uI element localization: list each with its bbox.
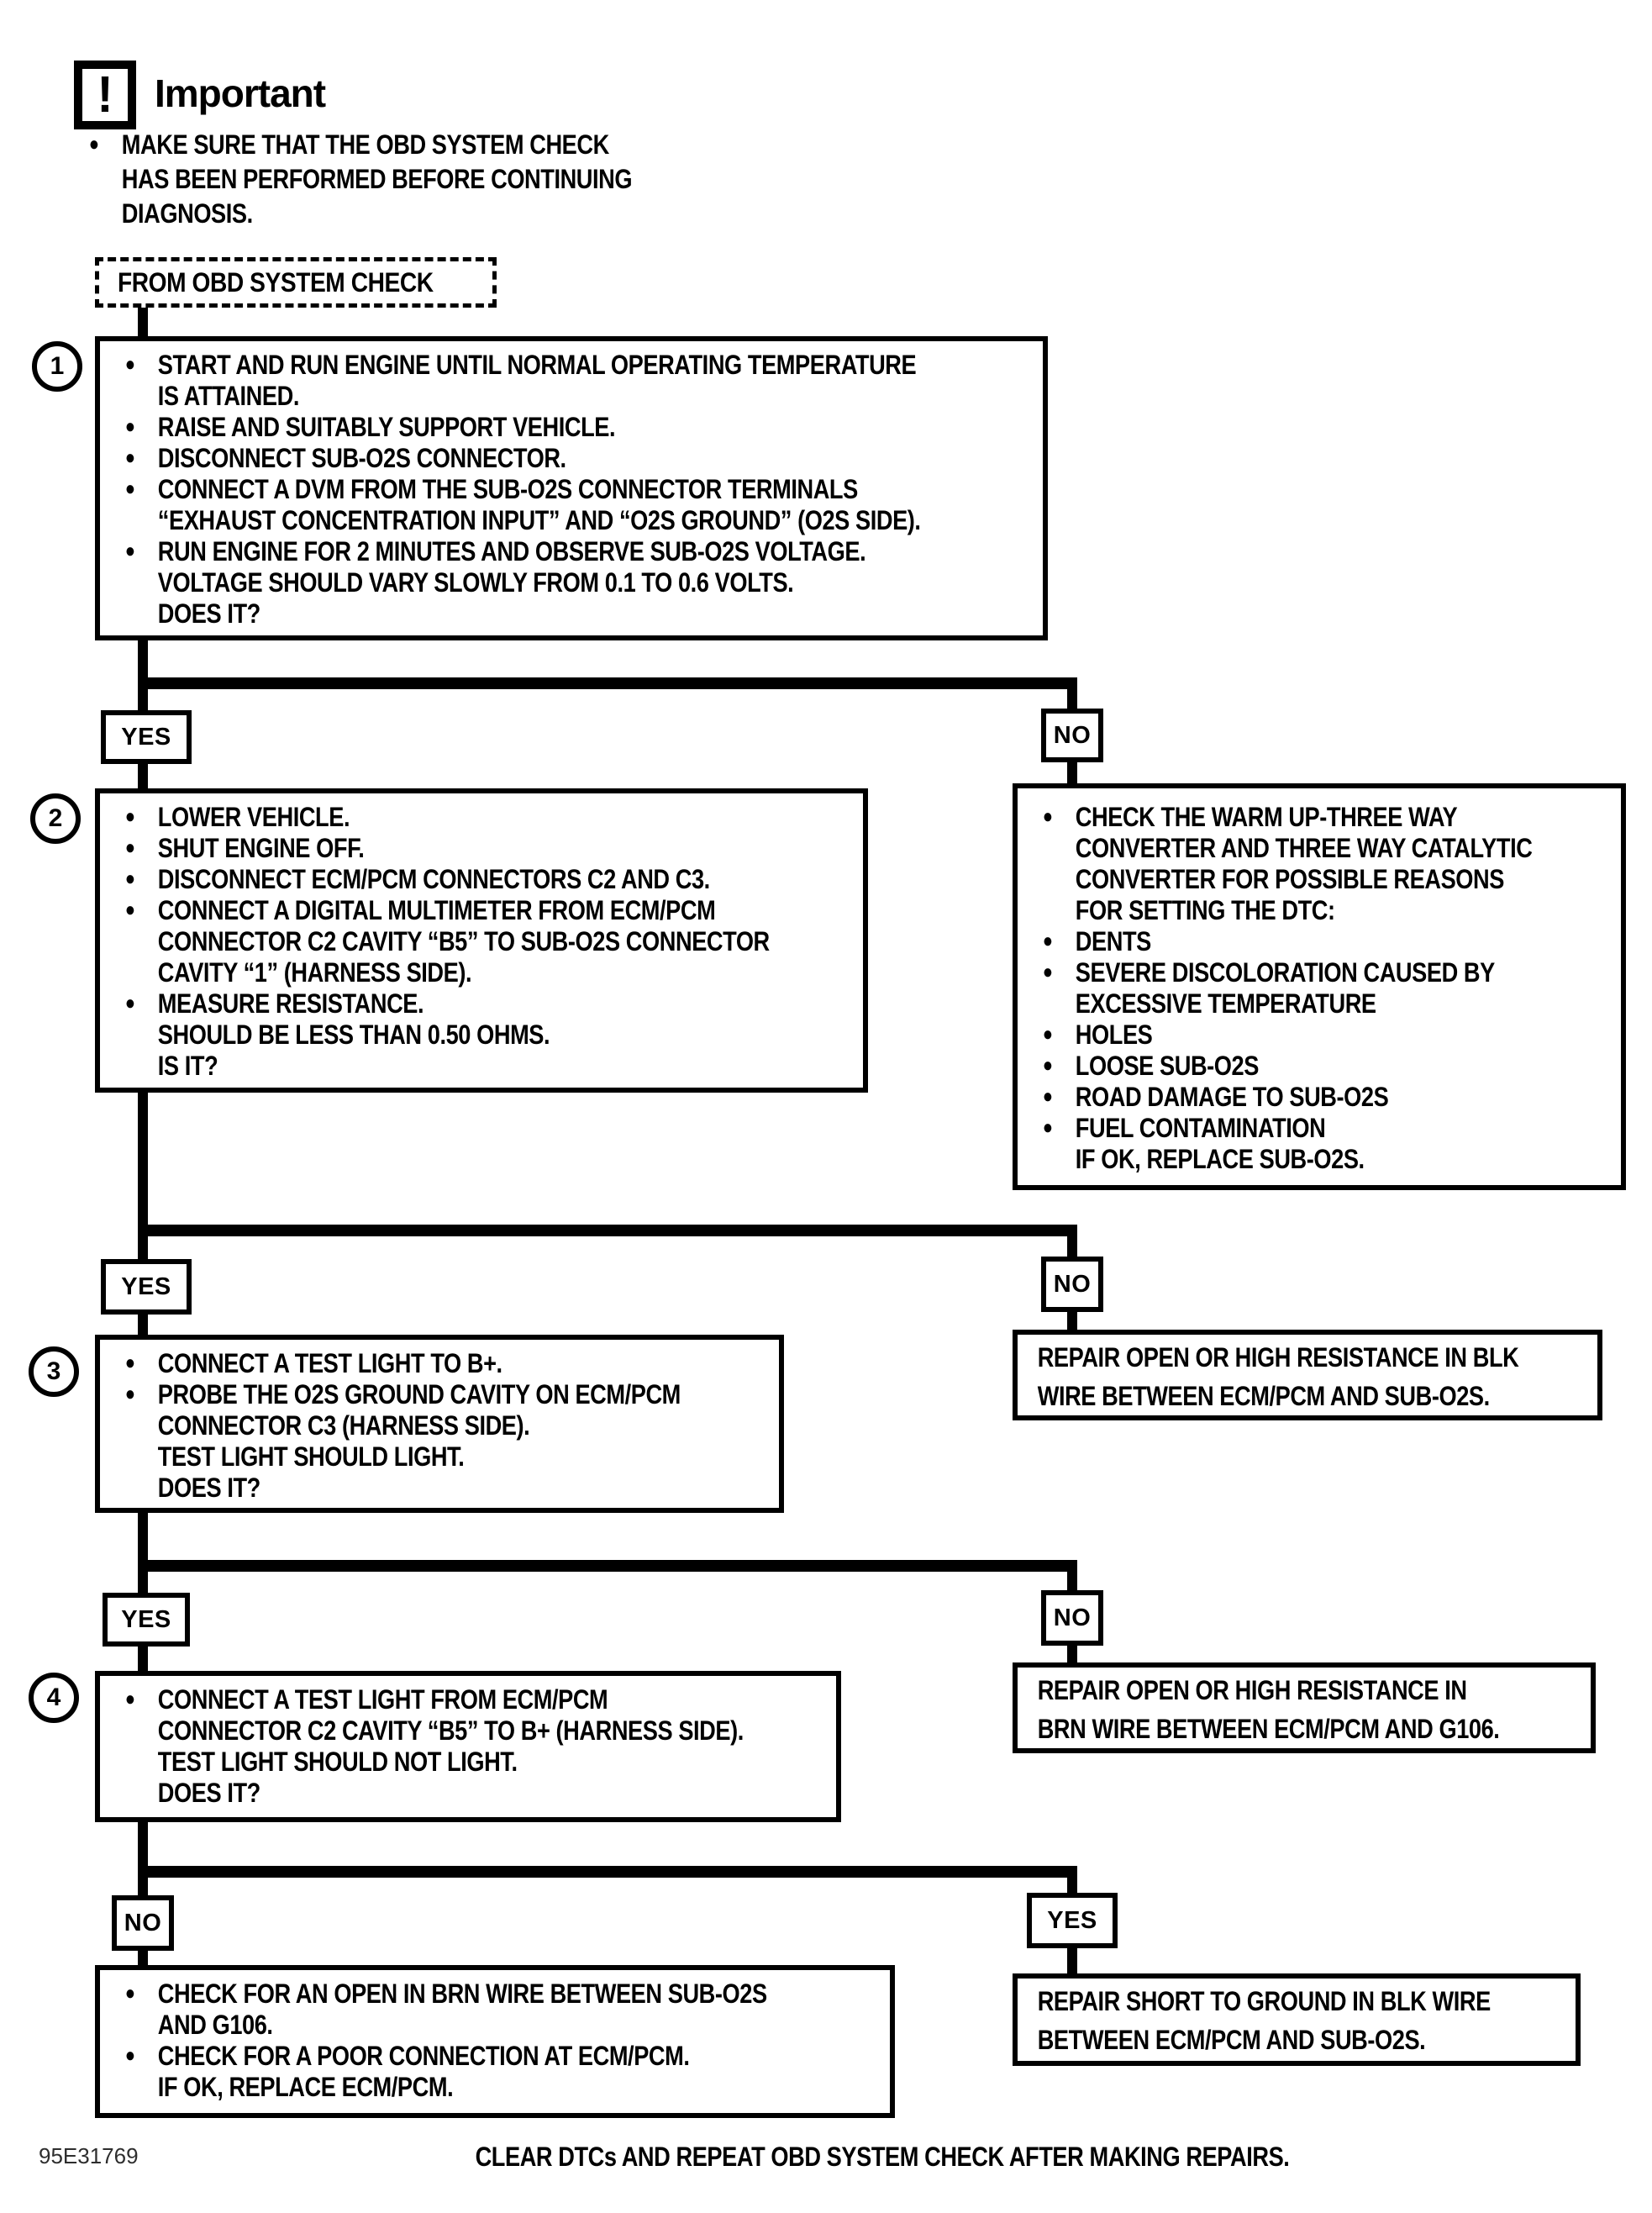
decision-yes-1: [101, 710, 192, 764]
result-repair-brn-open-box: [1013, 1662, 1596, 1753]
decision-label: NO: [1053, 721, 1092, 749]
step-1-box: [95, 336, 1048, 640]
text-line-label: CAVITY “1” (HARNESS SIDE).: [157, 957, 472, 988]
bullet-icon: ●: [124, 805, 135, 828]
text-line-label: CONNECT A TEST LIGHT TO B+.: [157, 1348, 502, 1378]
connector-line: [1067, 1572, 1077, 1590]
text-line-label: RAISE AND SUITABLY SUPPORT VEHICLE.: [157, 412, 616, 442]
connector-bar: [138, 1225, 1077, 1236]
text-line: [124, 2010, 769, 2041]
bullet-icon: ●: [124, 1688, 135, 1710]
text-line-label: DOES IT?: [157, 1473, 260, 1503]
text-line-label: WIRE BETWEEN ECM/PCM AND SUB-O2S.: [1037, 1381, 1490, 1411]
text-line: [1036, 1338, 1519, 1377]
text-line: [1036, 1377, 1507, 1415]
text-line-label: ROAD DAMAGE TO SUB-O2S: [1075, 1082, 1389, 1112]
text-line-label: CONNECT A TEST LIGHT FROM ECM/PCM: [157, 1684, 608, 1715]
bullet-icon: ●: [124, 415, 135, 438]
result-repair-blk-short-box: [1013, 1973, 1581, 2066]
text-line: [124, 802, 746, 833]
text-line: [124, 957, 746, 988]
text-line-label: VOLTAGE SHOULD VARY SLOWLY FROM 0.1 TO 0.6 VOLTS.: [157, 567, 794, 598]
entry-box-from-obd-system-check: [95, 257, 497, 308]
bullet-icon: ●: [124, 540, 135, 562]
text-line-label: BETWEEN ECM/PCM AND SUB-O2S.: [1037, 2025, 1426, 2055]
text-line-label: HOLES: [1075, 1020, 1153, 1050]
bullet-icon: ●: [1042, 1054, 1053, 1077]
text-line-label: CHECK FOR A POOR CONNECTION AT ECM/PCM.: [157, 2041, 690, 2071]
text-line-label: LOWER VEHICLE.: [157, 802, 350, 832]
decision-label: YES: [1047, 1906, 1097, 1934]
connector-line: [138, 689, 148, 710]
text-line: [124, 926, 770, 957]
connector-line: [1067, 689, 1077, 709]
bullet-icon: ●: [1042, 1085, 1053, 1108]
connector-line: [138, 640, 148, 677]
text-line: [124, 1441, 675, 1473]
bullet-icon: ●: [124, 446, 135, 469]
step-4-box: [95, 1671, 841, 1822]
text-line-label: CONVERTER FOR POSSIBLE REASONS: [1075, 864, 1504, 894]
text-line: [1041, 988, 1528, 1020]
text-line: [1041, 833, 1533, 864]
bullet-icon: ●: [124, 867, 135, 890]
bullet-icon: ●: [124, 2044, 135, 2067]
decision-label: YES: [121, 723, 171, 751]
text-line-label: TEST LIGHT SHOULD NOT LIGHT.: [157, 1747, 518, 1777]
connector-line: [138, 1822, 148, 1895]
decision-label: NO: [1053, 1270, 1092, 1298]
text-line: [1041, 1020, 1528, 1051]
connector-bar: [138, 1866, 1077, 1878]
text-line-label: CONNECT A DIGITAL MULTIMETER FROM ECM/PCM: [157, 895, 716, 925]
step-3-number: 3: [29, 1346, 79, 1397]
decision-yes-3: [103, 1593, 190, 1647]
decision-yes-2: [101, 1259, 192, 1315]
text-line: [124, 1473, 675, 1504]
decision-label: NO: [1053, 1604, 1092, 1631]
text-line-label: FUEL CONTAMINATION: [1075, 1113, 1326, 1143]
text-line: [1036, 1710, 1502, 1748]
bullet-icon: ●: [1042, 961, 1053, 983]
text-line: [1041, 926, 1528, 957]
text-line: [87, 162, 632, 197]
text-line-label: DISCONNECT SUB-O2S CONNECTOR.: [157, 443, 566, 473]
text-line: [124, 988, 746, 1020]
text-line: [124, 1979, 769, 2010]
decision-no-4: [112, 1895, 174, 1951]
text-line-label: START AND RUN ENGINE UNTIL NORMAL OPERATING TEMPERATURE: [157, 350, 917, 380]
text-line-label: CONNECTOR C3 (HARNESS SIDE).: [157, 1410, 530, 1441]
decision-no-1: [1041, 709, 1103, 762]
bullet-icon: ●: [124, 836, 135, 859]
text-line-label: FOR SETTING THE DTC:: [1075, 895, 1335, 925]
text-line-label: CHECK FOR AN OPEN IN BRN WIRE BETWEEN SUB-O2S: [157, 1979, 767, 2009]
text-line: [124, 1410, 675, 1441]
step-1-number: 1: [32, 341, 82, 392]
text-line-label: REPAIR SHORT TO GROUND IN BLK WIRE: [1037, 1986, 1491, 2016]
connector-line: [138, 1513, 148, 1593]
text-line-label: IS ATTAINED.: [157, 381, 299, 411]
step-2-number: 2: [30, 793, 81, 844]
step-2-box: [95, 788, 868, 1093]
decision-no-3: [1041, 1590, 1103, 1646]
text-line: [1036, 1982, 1489, 2021]
text-line-label: CONNECT A DVM FROM THE SUB-O2S CONNECTOR TERMINALS: [157, 474, 858, 504]
connector-bar: [138, 1560, 1077, 1572]
text-line: [124, 1778, 723, 1809]
text-line-label: AND G106.: [157, 2010, 273, 2040]
text-line: [124, 350, 917, 381]
text-line: [124, 1379, 681, 1410]
text-line-label: IF OK, REPLACE ECM/PCM.: [157, 2072, 454, 2102]
text-line-label: IF OK, REPLACE SUB-O2S.: [1075, 1144, 1365, 1174]
text-line: [124, 505, 921, 536]
decision-label: YES: [121, 1272, 171, 1300]
result-repair-blk-open-box: [1013, 1330, 1602, 1420]
text-line: [124, 412, 899, 443]
text-line: [124, 895, 746, 926]
text-line: [124, 567, 899, 598]
text-line: [124, 536, 899, 567]
decision-yes-4: [1027, 1893, 1118, 1948]
text-line: [124, 1747, 723, 1778]
text-line: [124, 1020, 746, 1051]
text-line-label: CONNECTOR C2 CAVITY “B5” TO B+ (HARNESS SIDE).: [157, 1715, 744, 1746]
step-4-number: 4: [29, 1673, 79, 1723]
text-line: [124, 833, 746, 864]
text-line: [124, 1051, 746, 1082]
bullet-icon: ●: [124, 353, 135, 376]
connector-line: [1067, 1646, 1077, 1662]
text-line-label: CHECK THE WARM UP-THREE WAY: [1075, 802, 1458, 832]
text-line: [1036, 2021, 1489, 2059]
text-line-label: RUN ENGINE FOR 2 MINUTES AND OBSERVE SUB-O2S VOLTAGE.: [157, 536, 866, 566]
connector-line: [1067, 762, 1077, 783]
text-line-label: SHUT ENGINE OFF.: [157, 833, 365, 863]
bullet-icon: ●: [124, 1383, 135, 1405]
text-line: [1041, 895, 1528, 926]
step-3-box: [95, 1335, 784, 1513]
text-line-label: REPAIR OPEN OR HIGH RESISTANCE IN BLK: [1037, 1342, 1519, 1373]
connector-line: [138, 1951, 148, 1965]
text-line-label: SEVERE DISCOLORATION CAUSED BY: [1075, 957, 1495, 988]
bullet-icon: ●: [1042, 805, 1053, 828]
text-line-label: REPAIR OPEN OR HIGH RESISTANCE IN: [1037, 1675, 1467, 1705]
document-code: 95E31769: [39, 2143, 139, 2168]
connector-line: [1067, 1878, 1077, 1893]
important-icon: [74, 61, 136, 129]
text-line: [124, 2072, 769, 2103]
bullet-icon: ●: [88, 133, 99, 155]
text-line-label: SHOULD BE LESS THAN 0.50 OHMS.: [157, 1020, 550, 1050]
text-line-label: TEST LIGHT SHOULD LIGHT.: [157, 1441, 465, 1472]
text-line-label: DISCONNECT ECM/PCM CONNECTORS C2 AND C3.: [157, 864, 710, 894]
text-line: [1041, 864, 1528, 895]
footer-caption: CLEAR DTCs AND REPEAT OBD SYSTEM CHECK AFTER MAKING REPAIRS.: [475, 2142, 1290, 2172]
text-line: [124, 381, 899, 412]
text-line: [1041, 1113, 1528, 1144]
text-line: [1041, 1082, 1528, 1113]
exclamation-icon: !: [97, 66, 113, 124]
text-line: [124, 1348, 675, 1379]
bullet-icon: ●: [124, 477, 135, 500]
text-line: [124, 2041, 769, 2072]
connector-line: [1067, 1948, 1077, 1973]
result-converter-check-box: [1013, 783, 1626, 1190]
connector-line: [138, 1315, 148, 1335]
text-line-label: PROBE THE O2S GROUND CAVITY ON ECM/PCM: [157, 1379, 681, 1409]
text-line-label: LOOSE SUB-O2S: [1075, 1051, 1259, 1081]
entry-box-label: FROM OBD SYSTEM CHECK: [118, 266, 434, 298]
text-line: [124, 1715, 744, 1747]
bullet-icon: ●: [124, 1982, 135, 2005]
text-line: [1041, 802, 1528, 833]
bullet-icon: ●: [1042, 1023, 1053, 1046]
bullet-icon: ●: [124, 992, 135, 1014]
text-line: [124, 443, 899, 474]
connector-line: [138, 764, 148, 788]
text-line: [1036, 1671, 1502, 1710]
text-line: [1041, 1144, 1528, 1175]
text-line: [124, 1684, 723, 1715]
result-check-brn-wire-box: [95, 1965, 895, 2118]
important-note: [87, 128, 728, 231]
text-line-label: DOES IT?: [157, 598, 260, 629]
connector-line: [138, 308, 148, 336]
decision-label: YES: [121, 1605, 171, 1633]
text-line-label: DIAGNOSIS.: [121, 198, 253, 229]
text-line-label: MAKE SURE THAT THE OBD SYSTEM CHECK: [121, 129, 609, 160]
text-line-label: CONNECTOR C2 CAVITY “B5” TO SUB-O2S CONNECTOR: [157, 926, 770, 956]
text-line-label: IS IT?: [157, 1051, 218, 1081]
important-title: Important: [155, 71, 326, 115]
text-line-label: MEASURE RESISTANCE.: [157, 988, 424, 1019]
text-line-label: “EXHAUST CONCENTRATION INPUT” AND “O2S GROUND” (O2S SIDE).: [157, 505, 921, 535]
text-line: [87, 128, 632, 162]
connector-line: [138, 1647, 148, 1671]
text-line-label: CONVERTER AND THREE WAY CATALYTIC: [1075, 833, 1533, 863]
bullet-icon: ●: [1042, 1116, 1053, 1139]
text-line-label: DOES IT?: [157, 1778, 260, 1808]
connector-line: [1067, 1236, 1077, 1257]
bullet-icon: ●: [124, 1352, 135, 1374]
text-line: [124, 864, 746, 895]
text-line: [87, 197, 632, 231]
text-line: [1041, 957, 1528, 988]
bullet-icon: ●: [124, 898, 135, 921]
text-line: [124, 474, 899, 505]
connector-line: [1067, 1312, 1077, 1330]
text-line: [1041, 1051, 1528, 1082]
bullet-icon: ●: [1042, 930, 1053, 952]
text-line-label: DENTS: [1075, 926, 1151, 956]
text-line-label: HAS BEEN PERFORMED BEFORE CONTINUING: [121, 164, 633, 194]
text-line-label: BRN WIRE BETWEEN ECM/PCM AND G106.: [1037, 1714, 1500, 1744]
decision-no-2: [1041, 1257, 1103, 1312]
connector-bar: [138, 677, 1077, 689]
text-line: [124, 598, 899, 630]
text-line-label: EXCESSIVE TEMPERATURE: [1075, 988, 1376, 1019]
decision-label: NO: [124, 1909, 162, 1936]
